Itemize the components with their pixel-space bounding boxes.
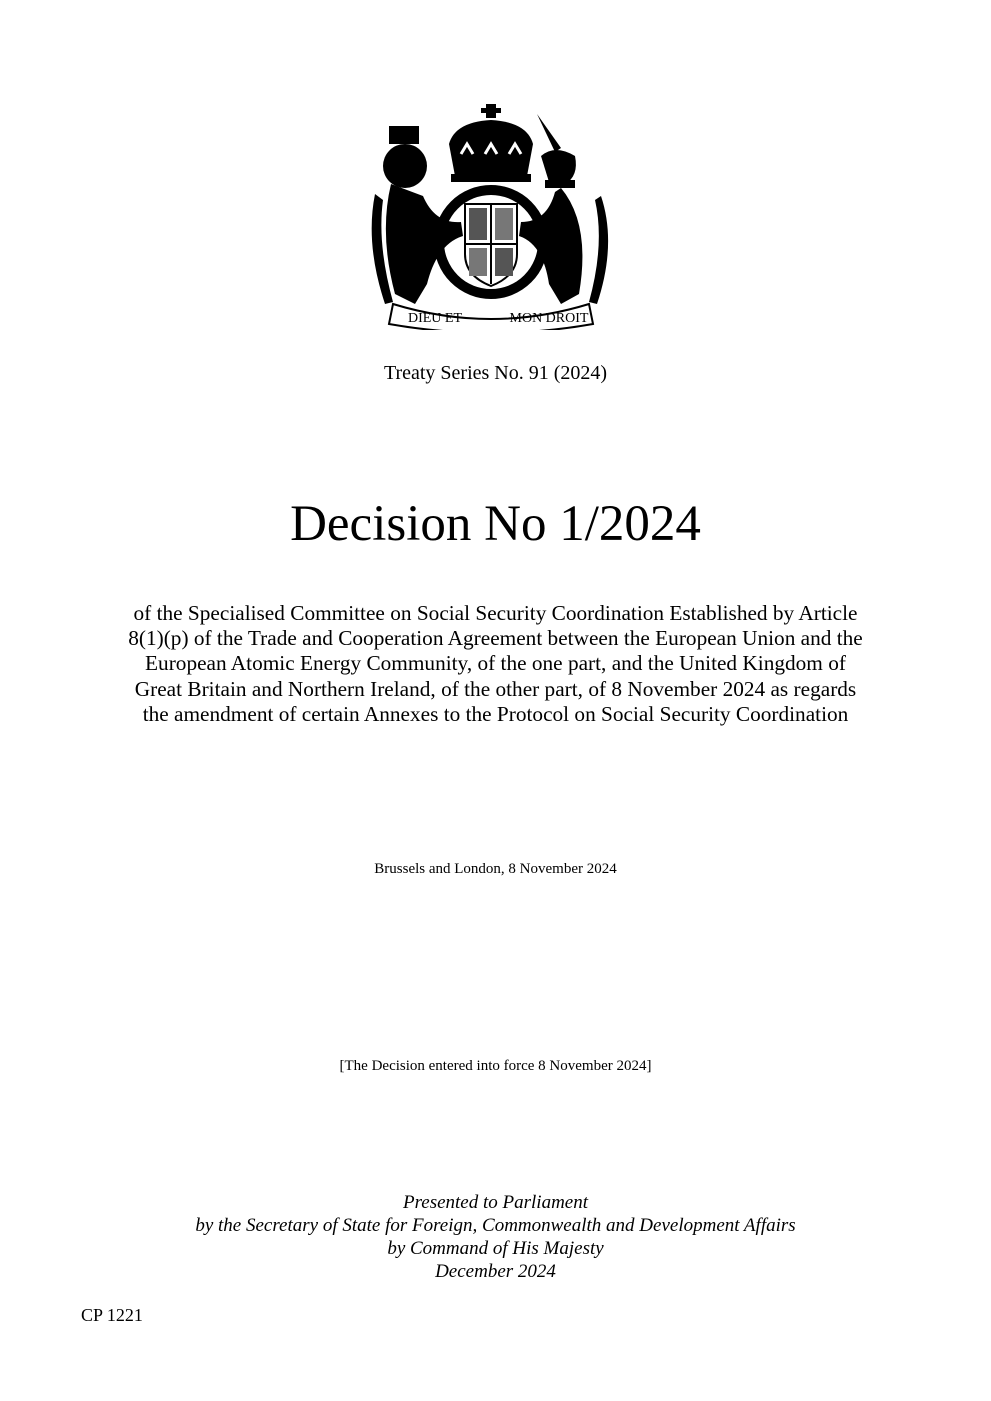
subtitle-line: the amendment of certain Annexes to the Protocol on Social Security Coordination bbox=[142, 701, 849, 726]
subtitle-line: European Atomic Energy Community, of the one part, and the United Kingdom of bbox=[145, 651, 846, 676]
document-title: Decision No 1/2024 bbox=[290, 496, 701, 552]
motto-left: DIEU ET bbox=[407, 311, 463, 326]
document-subtitle bbox=[0, 601, 991, 727]
place-and-date: Brussels and London, 8 November 2024 bbox=[374, 861, 617, 877]
presentation-statement bbox=[0, 1191, 991, 1283]
presented-line: by Command of His Majesty bbox=[387, 1238, 604, 1259]
subtitle-line: 8(1)(p) of the Trade and Cooperation Agreement between the European Union and the bbox=[128, 626, 863, 651]
command-paper-number: CP 1221 bbox=[81, 1305, 143, 1325]
shield-icon bbox=[465, 204, 517, 286]
crown-icon bbox=[449, 104, 533, 182]
presented-line: Presented to Parliament bbox=[402, 1192, 589, 1213]
motto-right: MON DROIT bbox=[509, 311, 589, 326]
royal-coat-of-arms-logo bbox=[365, 104, 617, 330]
presented-line: December 2024 bbox=[435, 1261, 556, 1282]
presented-line: by the Secretary of State for Foreign, Commonwealth and Development Affairs bbox=[195, 1215, 796, 1236]
entry-into-force-note: [The Decision entered into force 8 November 2024] bbox=[339, 1058, 652, 1074]
treaty-series-number: Treaty Series No. 91 (2024) bbox=[383, 362, 608, 384]
subtitle-line: Great Britain and Northern Ireland, of the other part, of 8 November 2024 as regards bbox=[134, 676, 857, 701]
subtitle-line: of the Specialised Committee on Social Security Coordination Established by Article bbox=[133, 601, 858, 625]
